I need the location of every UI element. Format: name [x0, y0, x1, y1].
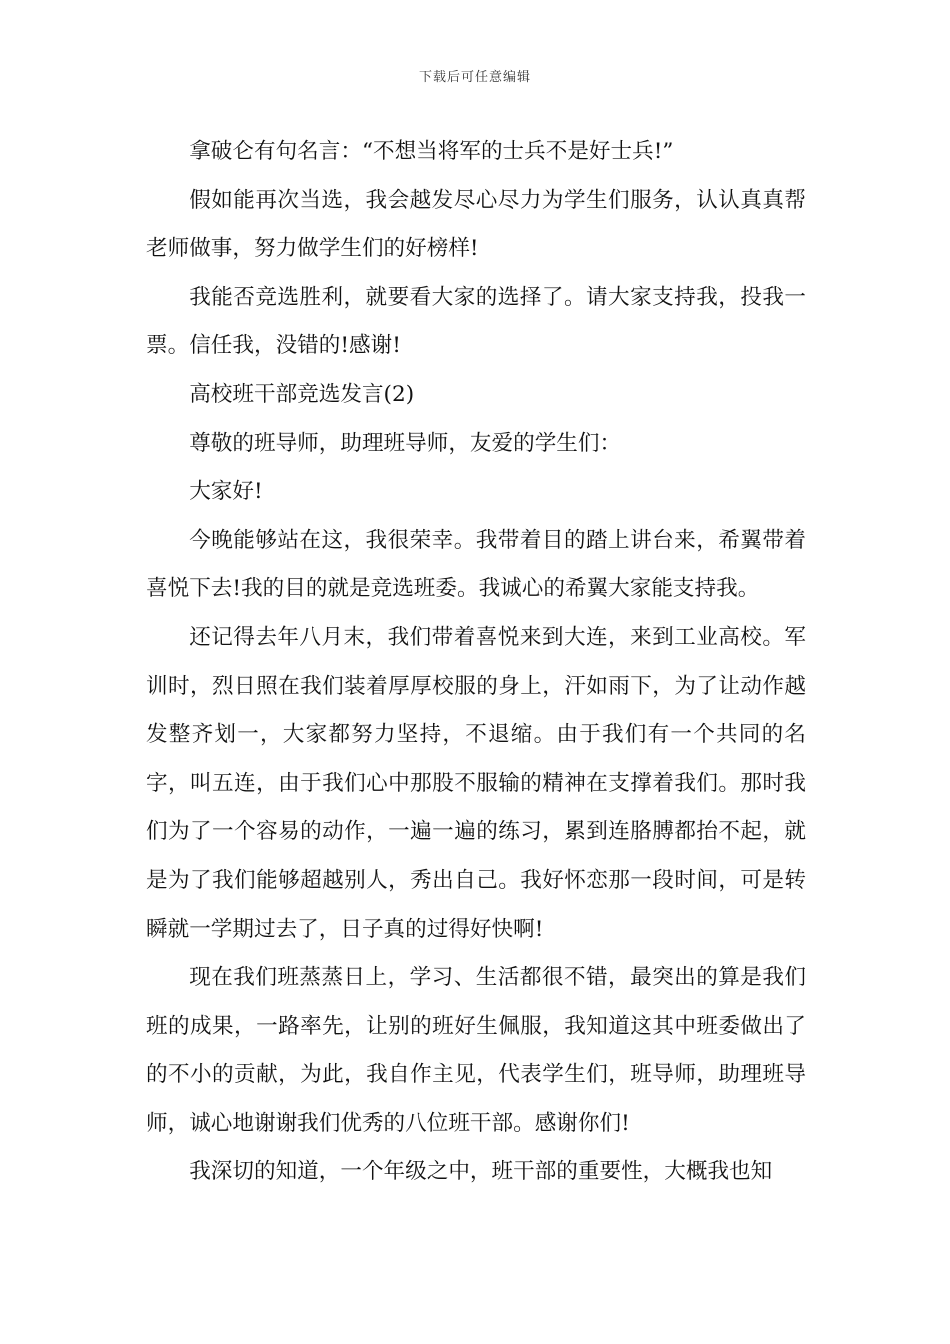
paragraph-introduction: 今晚能够站在这，我很荣幸。我带着目的踏上讲台来，希翼带着喜悦下去!我的目的就是竞选班委。我诚心的希翼大家能支持我。 — [146, 527, 806, 602]
paragraph-napoleon-quote: 拿破仑有句名言：“不想当将军的士兵不是好士兵!” — [189, 139, 674, 164]
paragraph-class-achievements: 现在我们班蒸蒸日上，学习、生活都很不错，最突出的算是我们班的成果，一路率先，让别的班好生佩服，我知道这其中班委做出了的不小的贡献，为此，我自作主见，代表学生们，班导师，助理班导师，诚心地谢谢我们优秀的八位班干部。感谢你们! — [146, 965, 806, 1136]
paragraph-reelection-promise: 假如能再次当选，我会越发尽心尽力为学生们服务，认认真真帮老师做事，努力做学生们的好榜样! — [146, 187, 806, 262]
paragraph-military-training-memory: 还记得去年八月末，我们带着喜悦来到大连，来到工业高校。军训时，烈日照在我们装着厚厚校服的身上，汗如雨下，为了让动作越发整齐划一，大家都努力坚持，不退缩。由于我们有一个共同的名字，叫五连，由于我们心中那股不服输的精神在支撑着我们。那时我们为了一个容易的动作，一遍一遍的练习，累到连胳膊都抬不起，就是为了我们能够超越别人，秀出自己。我好怀恋那一段时间，可是转瞬就一学期过去了，日子真的过得好快啊! — [146, 624, 806, 942]
document-body — [146, 128, 806, 1197]
page-header: 下载后可任意编辑 — [418, 70, 531, 85]
paragraph-importance-of-cadres: 我深切的知道，一个年级之中，班干部的重要性，大概我也知 — [189, 1159, 773, 1185]
paragraph-vote-request: 我能否竞选胜利，就要看大家的选择了。请大家支持我，投我一票。信任我，没错的!感谢! — [146, 284, 806, 359]
section-heading: 高校班干部竞选发言(2) — [189, 381, 415, 407]
salutation: 尊敬的班导师，助理班导师，友爱的学生们： — [189, 430, 622, 456]
greeting: 大家好! — [189, 479, 263, 505]
